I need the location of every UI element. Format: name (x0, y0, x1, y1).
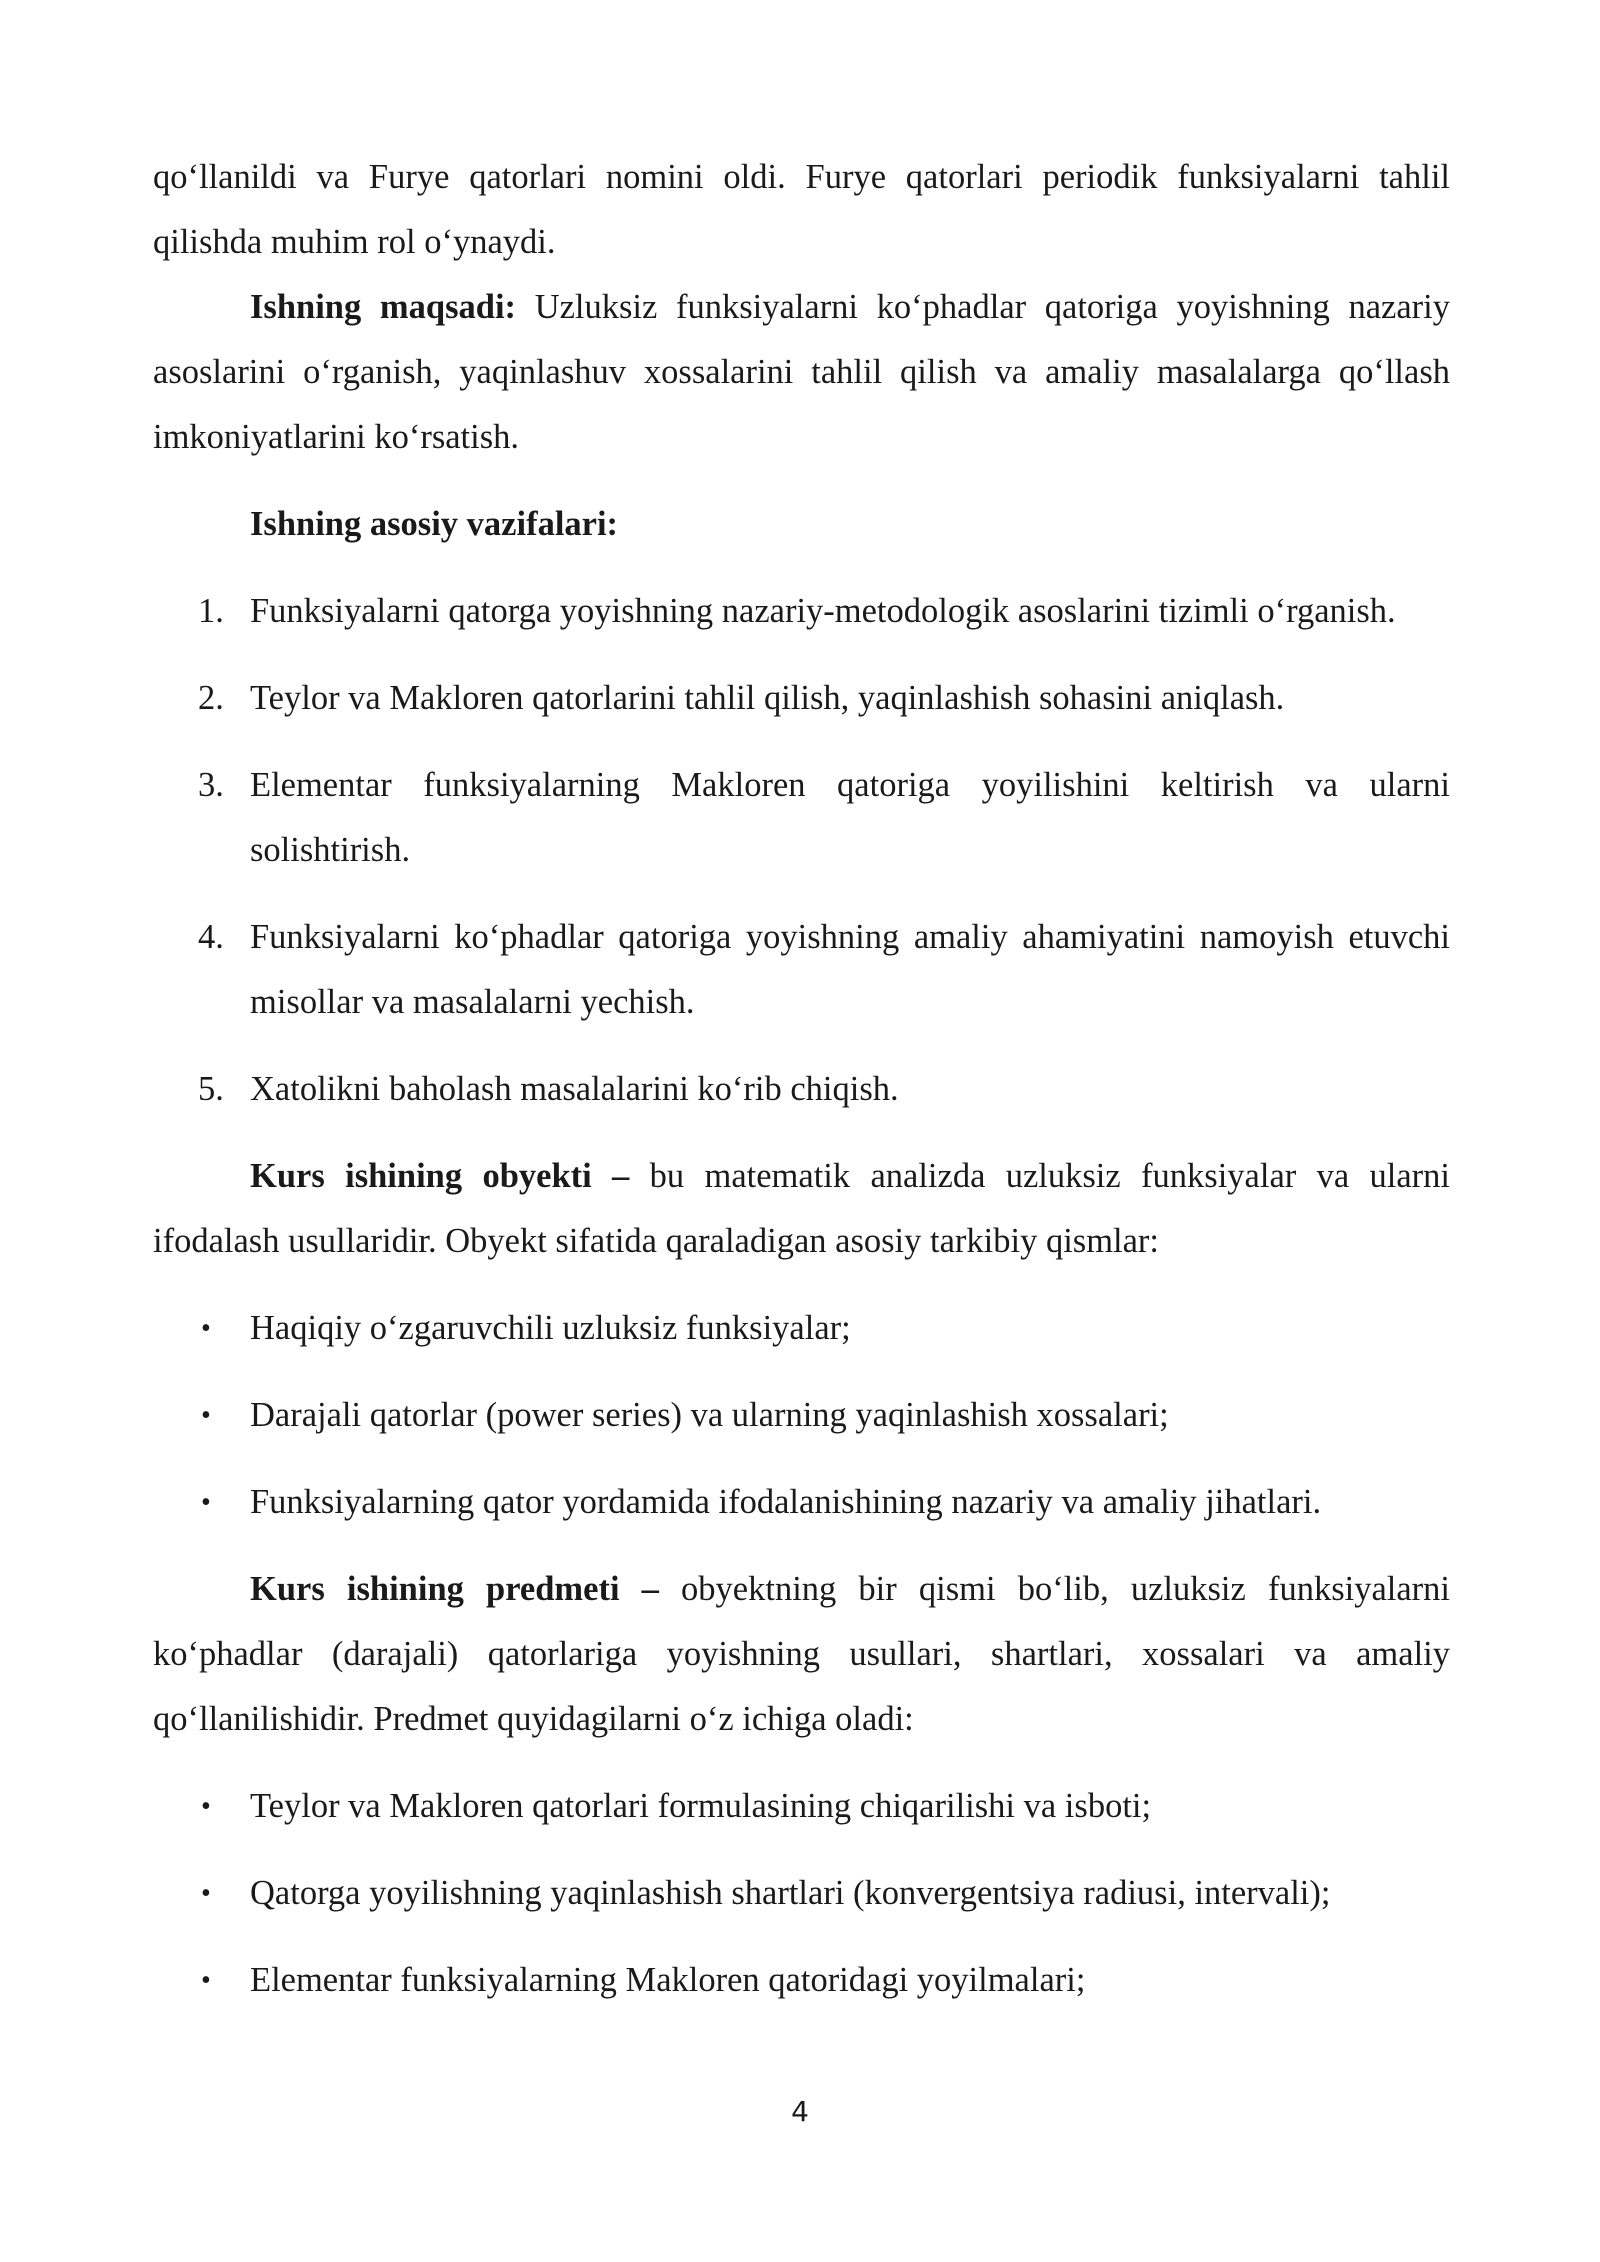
list-marker: 3. (198, 766, 224, 804)
goal-paragraph (153, 275, 1450, 470)
list-item-text: Haqiqiy o‘zgaruvchili uzluksiz funksiyalar; (250, 1309, 851, 1347)
list-item (153, 1861, 1450, 1926)
bullet-icon: • (201, 1878, 211, 1909)
list-item (153, 1057, 1450, 1122)
list-item (153, 1948, 1450, 2013)
list-item-text: Funksiyalarni ko‘phadlar qatoriga yoyishning amaliy ahamiyatini namoyish etuvchi misollar va masalalarni yechish. (250, 918, 1450, 1021)
list-item (153, 753, 1450, 883)
tasks-heading-label: Ishning asosiy vazifalari: (250, 505, 619, 543)
list-item (153, 579, 1450, 644)
subject-paragraph (153, 1557, 1450, 1752)
list-marker: 4. (198, 918, 224, 956)
bullet-icon: • (201, 1313, 211, 1344)
list-item (153, 666, 1450, 731)
document-page (153, 145, 1450, 2013)
object-list (153, 1296, 1450, 1535)
list-item (153, 905, 1450, 1035)
subject-list (153, 1774, 1450, 2013)
list-item-text: Darajali qatorlar (power series) va ularning yaqinlashish xossalari; (250, 1396, 1169, 1434)
list-marker: 2. (198, 679, 224, 717)
list-item-text: Xatolikni baholash masalalarini ko‘rib chiqish. (250, 1070, 899, 1108)
list-marker: 5. (198, 1070, 224, 1108)
list-item-text: Teylor va Makloren qatorlarini tahlil qilish, yaqinlashish sohasini aniqlash. (250, 679, 1285, 717)
subject-label: Kurs ishining predmeti – (250, 1570, 659, 1608)
bullet-icon: • (201, 1400, 211, 1431)
list-item-text: Funksiyalarni qatorga yoyishning nazariy-metodologik asoslarini tizimli o‘rganish. (250, 592, 1396, 630)
page-number: 4 (791, 2095, 809, 2128)
list-marker: 1. (198, 592, 224, 630)
goal-label: Ishning maqsadi: (250, 288, 517, 326)
object-label: Kurs ishining obyekti – (250, 1157, 630, 1195)
list-item-text: Funksiyalarning qator yordamida ifodalanishining nazariy va amaliy jihatlari. (250, 1483, 1322, 1521)
list-item-text: Teylor va Makloren qatorlari formulasining chiqarilishi va isboti; (250, 1787, 1152, 1825)
bullet-icon: • (201, 1487, 211, 1518)
tasks-heading (153, 492, 1450, 557)
object-text: bu matematik analizda uzluksiz funksiyalar va ularni ifodalash usullaridir. Obyekt sifatida qaraladigan asosiy tarkibiy qismlar: (153, 1157, 1450, 1260)
tasks-list (153, 579, 1450, 1122)
intro-paragraph (153, 145, 1450, 275)
list-item-text: Elementar funksiyalarning Makloren qatoridagi yoyilmalari; (250, 1961, 1086, 1999)
list-item (153, 1774, 1450, 1839)
intro-text: qo‘llanildi va Furye qatorlari nomini oldi. Furye qatorlari periodik funksiyalarni tahlil qilishda muhim rol o‘ynaydi. (153, 158, 1450, 261)
bullet-icon: • (201, 1791, 211, 1822)
list-item-text: Elementar funksiyalarning Makloren qatoriga yoyilishini keltirish va ularni solishtirish. (250, 766, 1450, 869)
list-item (153, 1383, 1450, 1448)
object-paragraph (153, 1144, 1450, 1274)
list-item (153, 1296, 1450, 1361)
list-item (153, 1470, 1450, 1535)
goal-text: Uzluksiz funksiyalarni ko‘phadlar qatoriga yoyishning nazariy asoslarini o‘rganish, yaqinlashuv xossalarini tahlil qilish va amaliy masalalarga qo‘llash imkoniyatlarini ko‘rsatish. (153, 288, 1450, 456)
list-item-text: Qatorga yoyilishning yaqinlashish shartlari (konvergentsiya radiusi, intervali); (250, 1874, 1331, 1912)
bullet-icon: • (201, 1965, 211, 1996)
subject-text: obyektning bir qismi bo‘lib, uzluksiz funksiyalarni ko‘phadlar (darajali) qatorlariga yoyishning usullari, shartlari, xossalari va amaliy qo‘llanilishidir. Predmet quyidagilarni o‘z ichiga oladi: (153, 1570, 1451, 1738)
